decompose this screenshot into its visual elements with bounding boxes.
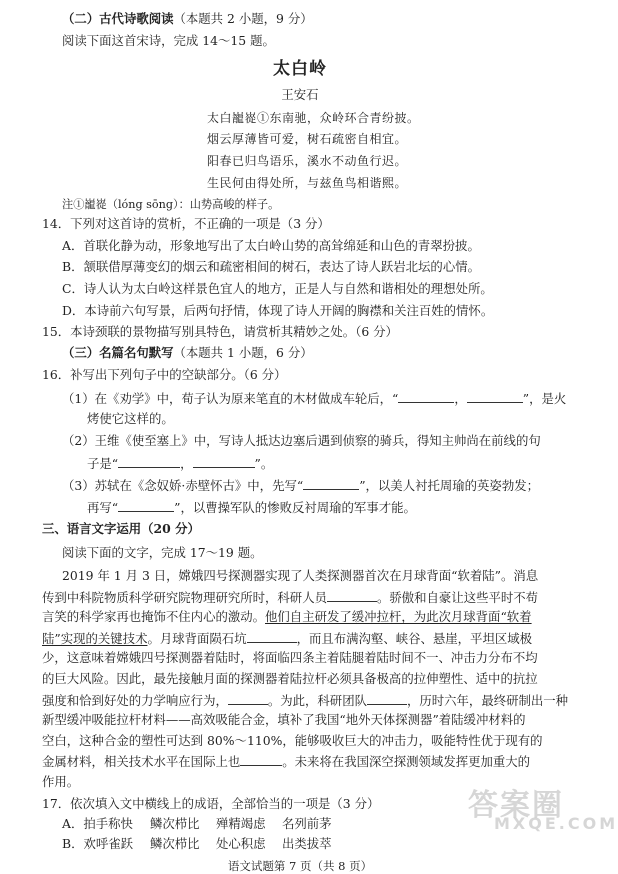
answer-blank[interactable]: [118, 499, 174, 512]
item-text: ，: [454, 391, 467, 406]
question-17-stem: 17．依次填入文中横线上的成语，全部恰当的一项是（3 分）: [42, 795, 380, 811]
passage-text: 金属材料，相关技术水平在国际上也: [42, 754, 241, 770]
question-16-item-1-cont: 烤使它这样的。: [87, 411, 174, 426]
passage-text: ，历时六年，最终研制出一种: [406, 692, 569, 708]
passage-line: [42, 671, 538, 687]
answer-blank[interactable]: [327, 589, 377, 602]
reading-instruction: 阅读下面这首宋诗，完成 14～15 题。: [62, 33, 275, 48]
poem-title: 太白岭: [273, 59, 327, 79]
option-idiom: 处心积虑: [216, 835, 266, 851]
section-heading-poetry: [62, 11, 313, 27]
watermark-url: MXQE.COM: [494, 814, 618, 833]
question-16-stem: 16．补写出下列句子中的空缺部分。（6 分）: [42, 367, 287, 382]
option-idiom: 殚精竭虑: [216, 815, 266, 831]
item-text: （1）在《劝学》中，荀子认为原来笔直的木材做成车轮后，“: [62, 391, 399, 406]
part-heading-language: 三、语言文字运用（20 分）: [42, 521, 200, 536]
passage-text: 。月球背面陨石坑: [147, 630, 247, 646]
question-17-option: [62, 816, 348, 832]
passage-text: 少，这意味着嫦娥四号探测器着陆时，将面临四条主着陆腿着陆时间不一、冲击力分布不均: [42, 650, 538, 666]
question-16-item-3: [62, 477, 539, 494]
answer-blank[interactable]: [118, 455, 180, 468]
passage-line: [42, 753, 530, 770]
section-heading-note: （本题共 2 小题，9 分）: [173, 11, 313, 26]
poem-footnote: 注①巃嵸（lóng sōng）：山势高峻的样子。: [62, 198, 280, 211]
question-15-stem: 15．本诗颈联的景物描写别具特色，请赏析其精妙之处。（6 分）: [42, 324, 398, 339]
watermark-logo: [464, 780, 618, 836]
item-text: ”，以曹操军队的惨败反衬周瑜的军事才能。: [174, 500, 416, 515]
question-16-item-3-cont: [87, 499, 416, 516]
underlined-sentence: 他们自主研发了缓冲拉杆，为此次月球背面“软着: [265, 609, 532, 625]
item-text: ”，是火: [522, 391, 567, 406]
poem-author: 王安石: [281, 87, 319, 102]
question-14-option: C．诗人认为太白岭这样景色宜人的地方，正是人与自然和谐相处的理想处所。: [62, 281, 493, 296]
item-text: ”。: [254, 456, 274, 471]
answer-blank[interactable]: [467, 390, 523, 403]
passage-line: [42, 650, 538, 666]
passage-line: [42, 774, 79, 790]
answer-blank[interactable]: [247, 630, 297, 643]
answer-blank[interactable]: [367, 692, 407, 705]
option-idiom: 鳞次栉比: [150, 835, 200, 851]
answer-blank[interactable]: [193, 455, 255, 468]
passage-text: 新型缓冲吸能拉杆材料——高效吸能合金，填补了我国“地外天体探测器”着陆缓冲材料的: [42, 712, 526, 728]
watermark-text: 答案圈: [468, 788, 564, 823]
poem-line: 阳春已归鸟语乐，溪水不动鱼行迟。: [207, 154, 408, 168]
section-heading-note: （本题共 1 小题，6 分）: [173, 345, 313, 360]
question-16-item-2-cont: [87, 455, 273, 472]
underlined-sentence: 陆”实现的关键技术: [42, 630, 148, 646]
section-heading-text: （二）古代诗歌阅读: [62, 11, 174, 26]
question-14-option: A．首联化静为动，形象地写出了太白岭山势的高耸绵延和山色的青翠扮披。: [62, 238, 480, 253]
passage-line: [62, 568, 538, 584]
item-text: ”，以美人衬托周瑜的英姿勃发；: [359, 478, 539, 493]
passage-line: [42, 609, 532, 625]
item-text: （3）苏轼在《念奴娇·赤壁怀古》中，先写“: [62, 478, 304, 493]
item-text: ，: [180, 456, 193, 471]
option-idiom: B．欢呼雀跃: [62, 835, 134, 851]
passage-text: 传到中科院物质科学研究院物理研究所时，科研人员: [42, 589, 327, 605]
question-14-stem: 14．下列对这首诗的赏析，不正确的一项是（3 分）: [42, 216, 330, 231]
option-idiom: 名列前茅: [282, 815, 332, 831]
item-text: 再写“: [87, 500, 119, 515]
passage-text: 言笑的科学家再也掩饰不住内心的激动。: [42, 609, 266, 625]
passage-text: 。为此，科研团队: [267, 692, 367, 708]
option-idiom: 出类拔萃: [282, 835, 332, 851]
item-text: 子是“: [87, 456, 119, 471]
passage-line: [42, 589, 538, 606]
passage-text: 2019 年 1 月 3 日，嫦娥四号探测器实现了人类探测器首次在月球背面“软着陆”。消息: [62, 568, 539, 583]
page-footer: 语文试题第 7 页（共 8 页）: [227, 858, 373, 873]
option-idiom: 鳞次栉比: [150, 815, 200, 831]
option-idiom: A．拍手称快: [62, 815, 133, 831]
passage-text: ，而且布满沟壑、峡谷、悬崖，平坦区域极: [296, 630, 533, 646]
question-16-item-1: [62, 390, 566, 407]
question-14-option: D．本诗前六句写景，后两句抒情，体现了诗人开阔的胸襟和关注百姓的情怀。: [62, 303, 494, 318]
passage-line: [42, 630, 532, 647]
answer-blank[interactable]: [398, 390, 454, 403]
reading-instruction: 阅读下面的文字，完成 17～19 题。: [62, 545, 263, 560]
passage-text: 作用。: [42, 774, 80, 789]
section-heading-text: （三）名篇名句默写: [62, 345, 174, 360]
answer-blank[interactable]: [303, 477, 359, 490]
passage-line: [42, 712, 526, 728]
passage-line: [42, 692, 568, 709]
question-17-option: [62, 836, 348, 852]
passage-text: 强度和恰到好处的力学响应行为，: [42, 692, 228, 708]
answer-blank[interactable]: [228, 692, 268, 705]
question-16-item-2: （2）王维《使至塞上》中，写诗人抵达边塞后遇到侦察的骑兵，得知主帅尚在前线的句: [62, 433, 541, 448]
poem-line: 太白巃嵸①东南驰，众岭环合青纷披。: [207, 111, 420, 125]
passage-line: [42, 733, 543, 749]
passage-text: 。骄傲和自豪让这些平时不苟: [376, 589, 539, 605]
section-heading-recitation: [62, 345, 313, 361]
poem-line: 生民何由得处所，与兹鱼鸟相谐熙。: [207, 176, 408, 190]
answer-blank[interactable]: [240, 753, 282, 766]
poem-line: 烟云厚薄皆可爱，树石疏密自相宜。: [207, 132, 408, 146]
question-14-option: B．颔联借厚薄变幻的烟云和疏密相间的树石，表达了诗人跃岩北坛的心情。: [62, 259, 480, 274]
passage-text: 的巨大风险。因此，最先接触月面的探测器着陆拉杆必须具备极高的拉伸塑性、适中的抗拉: [42, 671, 538, 686]
passage-text: 。未来将在我国深空探测领域发挥更加重大的: [282, 754, 531, 770]
passage-text: 空白，这种合金的塑性可达到 80%～110%，能够吸收巨大的冲击力，吸能特性优于现有的: [42, 732, 543, 748]
